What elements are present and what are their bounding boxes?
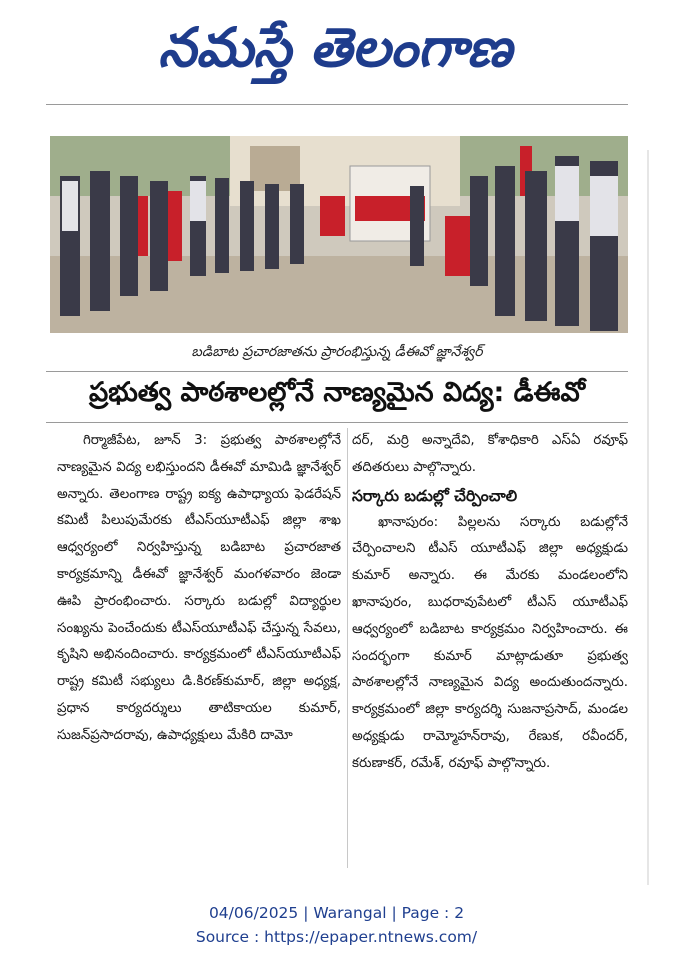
photo-icon [50,136,628,333]
footer-date-edition: 04/06/2025 | Warangal | Page : 2 [208,904,465,922]
headline-rule [46,422,628,423]
article-subheading: సర్కారు బడుల్లో చేర్పించాలి [352,486,518,505]
header-rule [46,104,628,105]
article-column-left [57,428,341,750]
column-divider [347,428,348,868]
footer-source-link[interactable]: Source : https://epaper.ntnews.com/ [195,928,478,946]
article-headline: ప్రభుత్వ పాఠశాలల్లోనే నాణ్యమైన విద్య: డీఈవో [89,377,585,408]
masthead [120,6,550,84]
article-paragraph: దర్, మర్రి అన్నాదేవి, కోశాధికారి ఎస్‌ఏ రవూఫ్ తదితరులు పాల్గొన్నారు. [352,433,628,475]
caption-rule [46,371,628,372]
news-photo [50,136,628,333]
masthead-title: నమస్తే తెలంగాణ [158,16,512,79]
article-paragraph: గిర్మాజీపేట, జూన్ 3: ప్రభుత్వ పాఠశాలల్లోనే నాణ్యమైన విద్య లభిస్తుందని డీఈవో మామిడి జ్ఞానేశ్వర్ అన్నారు. తెలంగాణ రాష్ట్ర ఐక్య ఉపాధ్యాయ ఫెడరేషన్ కమిటీ పిలుపుమేరకు టీఎస్‌యూటీఎఫ్ జిల్లా శాఖ ఆధ్వర్యంలో నిర్వహిస్తున్న బడిబాట ప్రచారజాత కార్యక్రమాన్ని డీఈవో జ్ఞానేశ్వర్ మంగళవారం జెండా ఊపి ప్రారంభించారు. సర్కారు బడుల్లో విద్యార్థుల సంఖ్యను పెంచేందుకు టీఎస్‌యూటీఎఫ్ చేస్తున్న సేవలు, కృషిని అభినందించారు. కార్యక్రమంలో టీఎస్‌యూటీఎఫ్ రాష్ట్ర కమిటీ సభ్యులు డి.కిరణ్‌కుమార్, జిల్లా అధ్యక్ష, ప్రధాన కార్యదర్శులు తాటికాయల కుమార్, సుజన్‌ప్రసాదరావు, ఉపాధ్యక్షులు మేకిరి దామో [57,433,341,743]
article-column-right [352,428,628,778]
masthead-logo [120,6,550,84]
photo-caption: బడిబాట ప్రచారజాతను ప్రారంభిస్తున్న డీఈవో జ్ఞానేశ్వర్ [191,343,483,360]
page-edge-line [647,150,649,885]
article-paragraph: ఖానాపురం: పిల్లలను సర్కారు బడుల్లోనే చేర్పించాలని టీఎస్ యూటీఎఫ్ జిల్లా అధ్యక్షుడు కుమార్ అన్నారు. ఈ మేరకు మండలంలోని ఖానాపురం, బుధరావుపేటలో టీఎస్ యూటీఎఫ్ ఆధ్వర్యంలో బడిబాట కార్యక్రమం నిర్వహించారు. ఈ సందర్భంగా కుమార్ మాట్లాడుతూ ప్రభుత్వ పాఠశాలల్లోనే నాణ్యమైన విద్య అందుతుందన్నారు. కార్యక్రమంలో జిల్లా కార్యదర్శి సుజనాప్రసాద్, మండల అధ్యక్షుడు రామ్మోహన్‌రావు, రేణుక, రవీందర్, కరుణాకర్, రమేశ్, రవూఫ్ పాల్గొన్నారు. [352,514,628,771]
